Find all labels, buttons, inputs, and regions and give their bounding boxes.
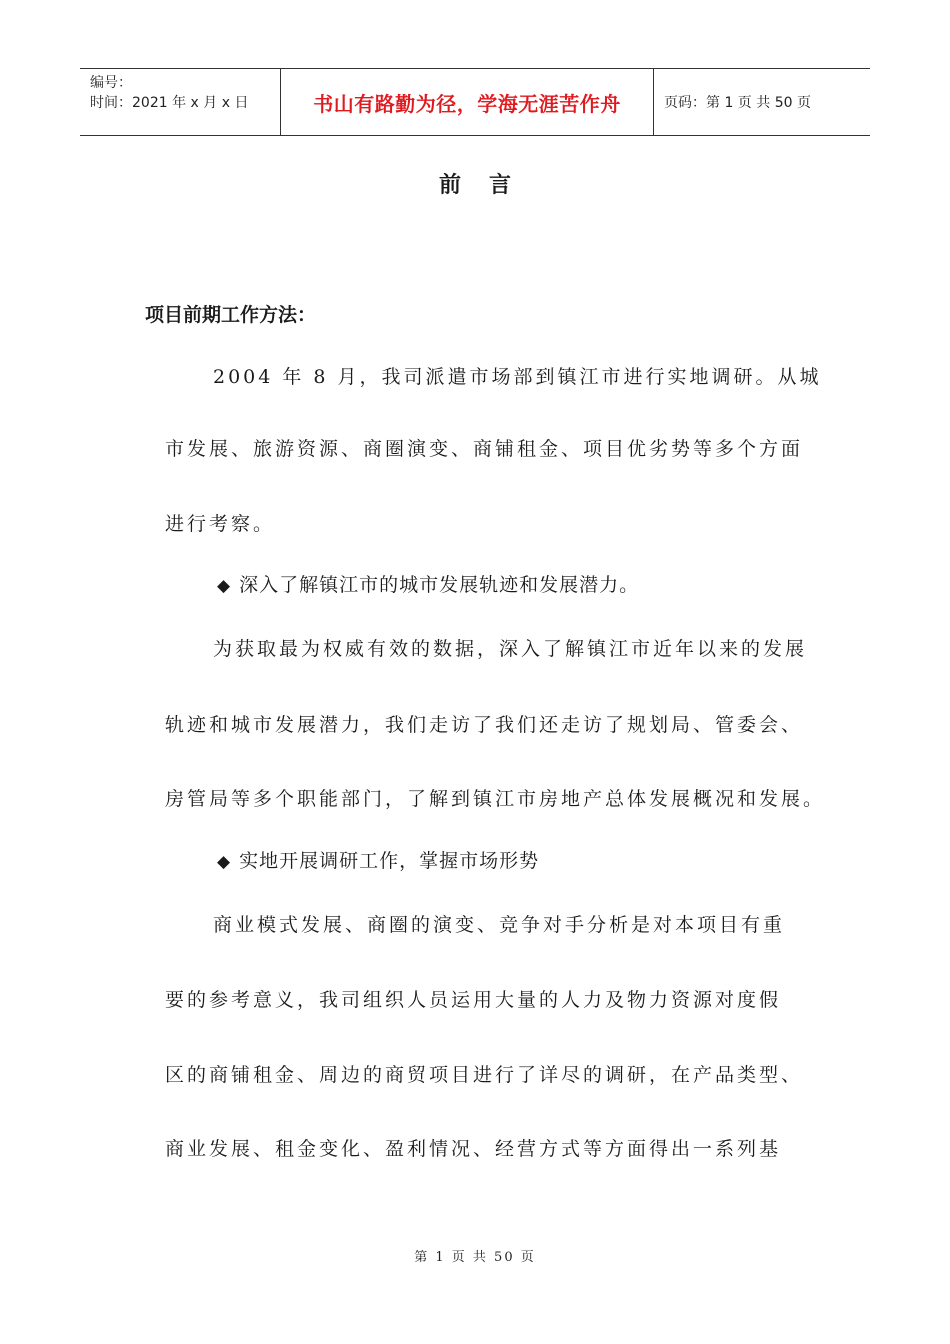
time-label: 时间：2021 年 x 月 x 日 [90, 95, 249, 111]
paragraph-line: 轨迹和城市发展潜力，我们走访了我们还走访了规划局、管委会、 [165, 714, 804, 736]
header-motto: 书山有路勤为径，学海无涯苦作舟 [281, 69, 654, 135]
bullet-text: 深入了解镇江市的城市发展轨迹和发展潜力。 [239, 574, 640, 596]
paragraph-line: 房管局等多个职能部门，了解到镇江市房地产总体发展概况和发展。 [165, 788, 826, 810]
diamond-bullet-icon: ◆ [217, 576, 232, 596]
bullet-item [217, 848, 539, 875]
page-footer: 第 1 页 共 50 页 [414, 1250, 536, 1265]
bullet-item [217, 572, 639, 599]
number-label: 编号： [90, 75, 132, 91]
page-title: 前言 [438, 173, 539, 198]
paragraph-line: 进行考察。 [165, 513, 276, 535]
diamond-bullet-icon: ◆ [217, 852, 232, 872]
document-header [80, 68, 870, 136]
paragraph-line: 为获取最为权威有效的数据，深入了解镇江市近年以来的发展 [213, 638, 808, 660]
section-heading: 项目前期工作方法： [145, 304, 317, 326]
paragraph-line: 2004 年 8 月，我司派遣市场部到镇江市进行实地调研。从城 [213, 366, 822, 388]
bullet-text: 实地开展调研工作，掌握市场形势 [239, 850, 540, 872]
paragraph-line: 要的参考意义，我司组织人员运用大量的人力及物力资源对度假 [165, 989, 782, 1011]
header-meta-cell [80, 69, 281, 135]
paragraph-line: 区的商铺租金、周边的商贸项目进行了详尽的调研，在产品类型、 [165, 1064, 804, 1086]
paragraph-line: 市发展、旅游资源、商圈演变、商铺租金、项目优劣势等多个方面 [165, 438, 804, 460]
header-page-info: 页码：第 1 页 共 50 页 [664, 95, 811, 111]
paragraph-line: 商业发展、租金变化、盈利情况、经营方式等方面得出一系列基 [165, 1138, 782, 1160]
paragraph-line: 商业模式发展、商圈的演变、竞争对手分析是对本项目有重 [213, 914, 786, 936]
